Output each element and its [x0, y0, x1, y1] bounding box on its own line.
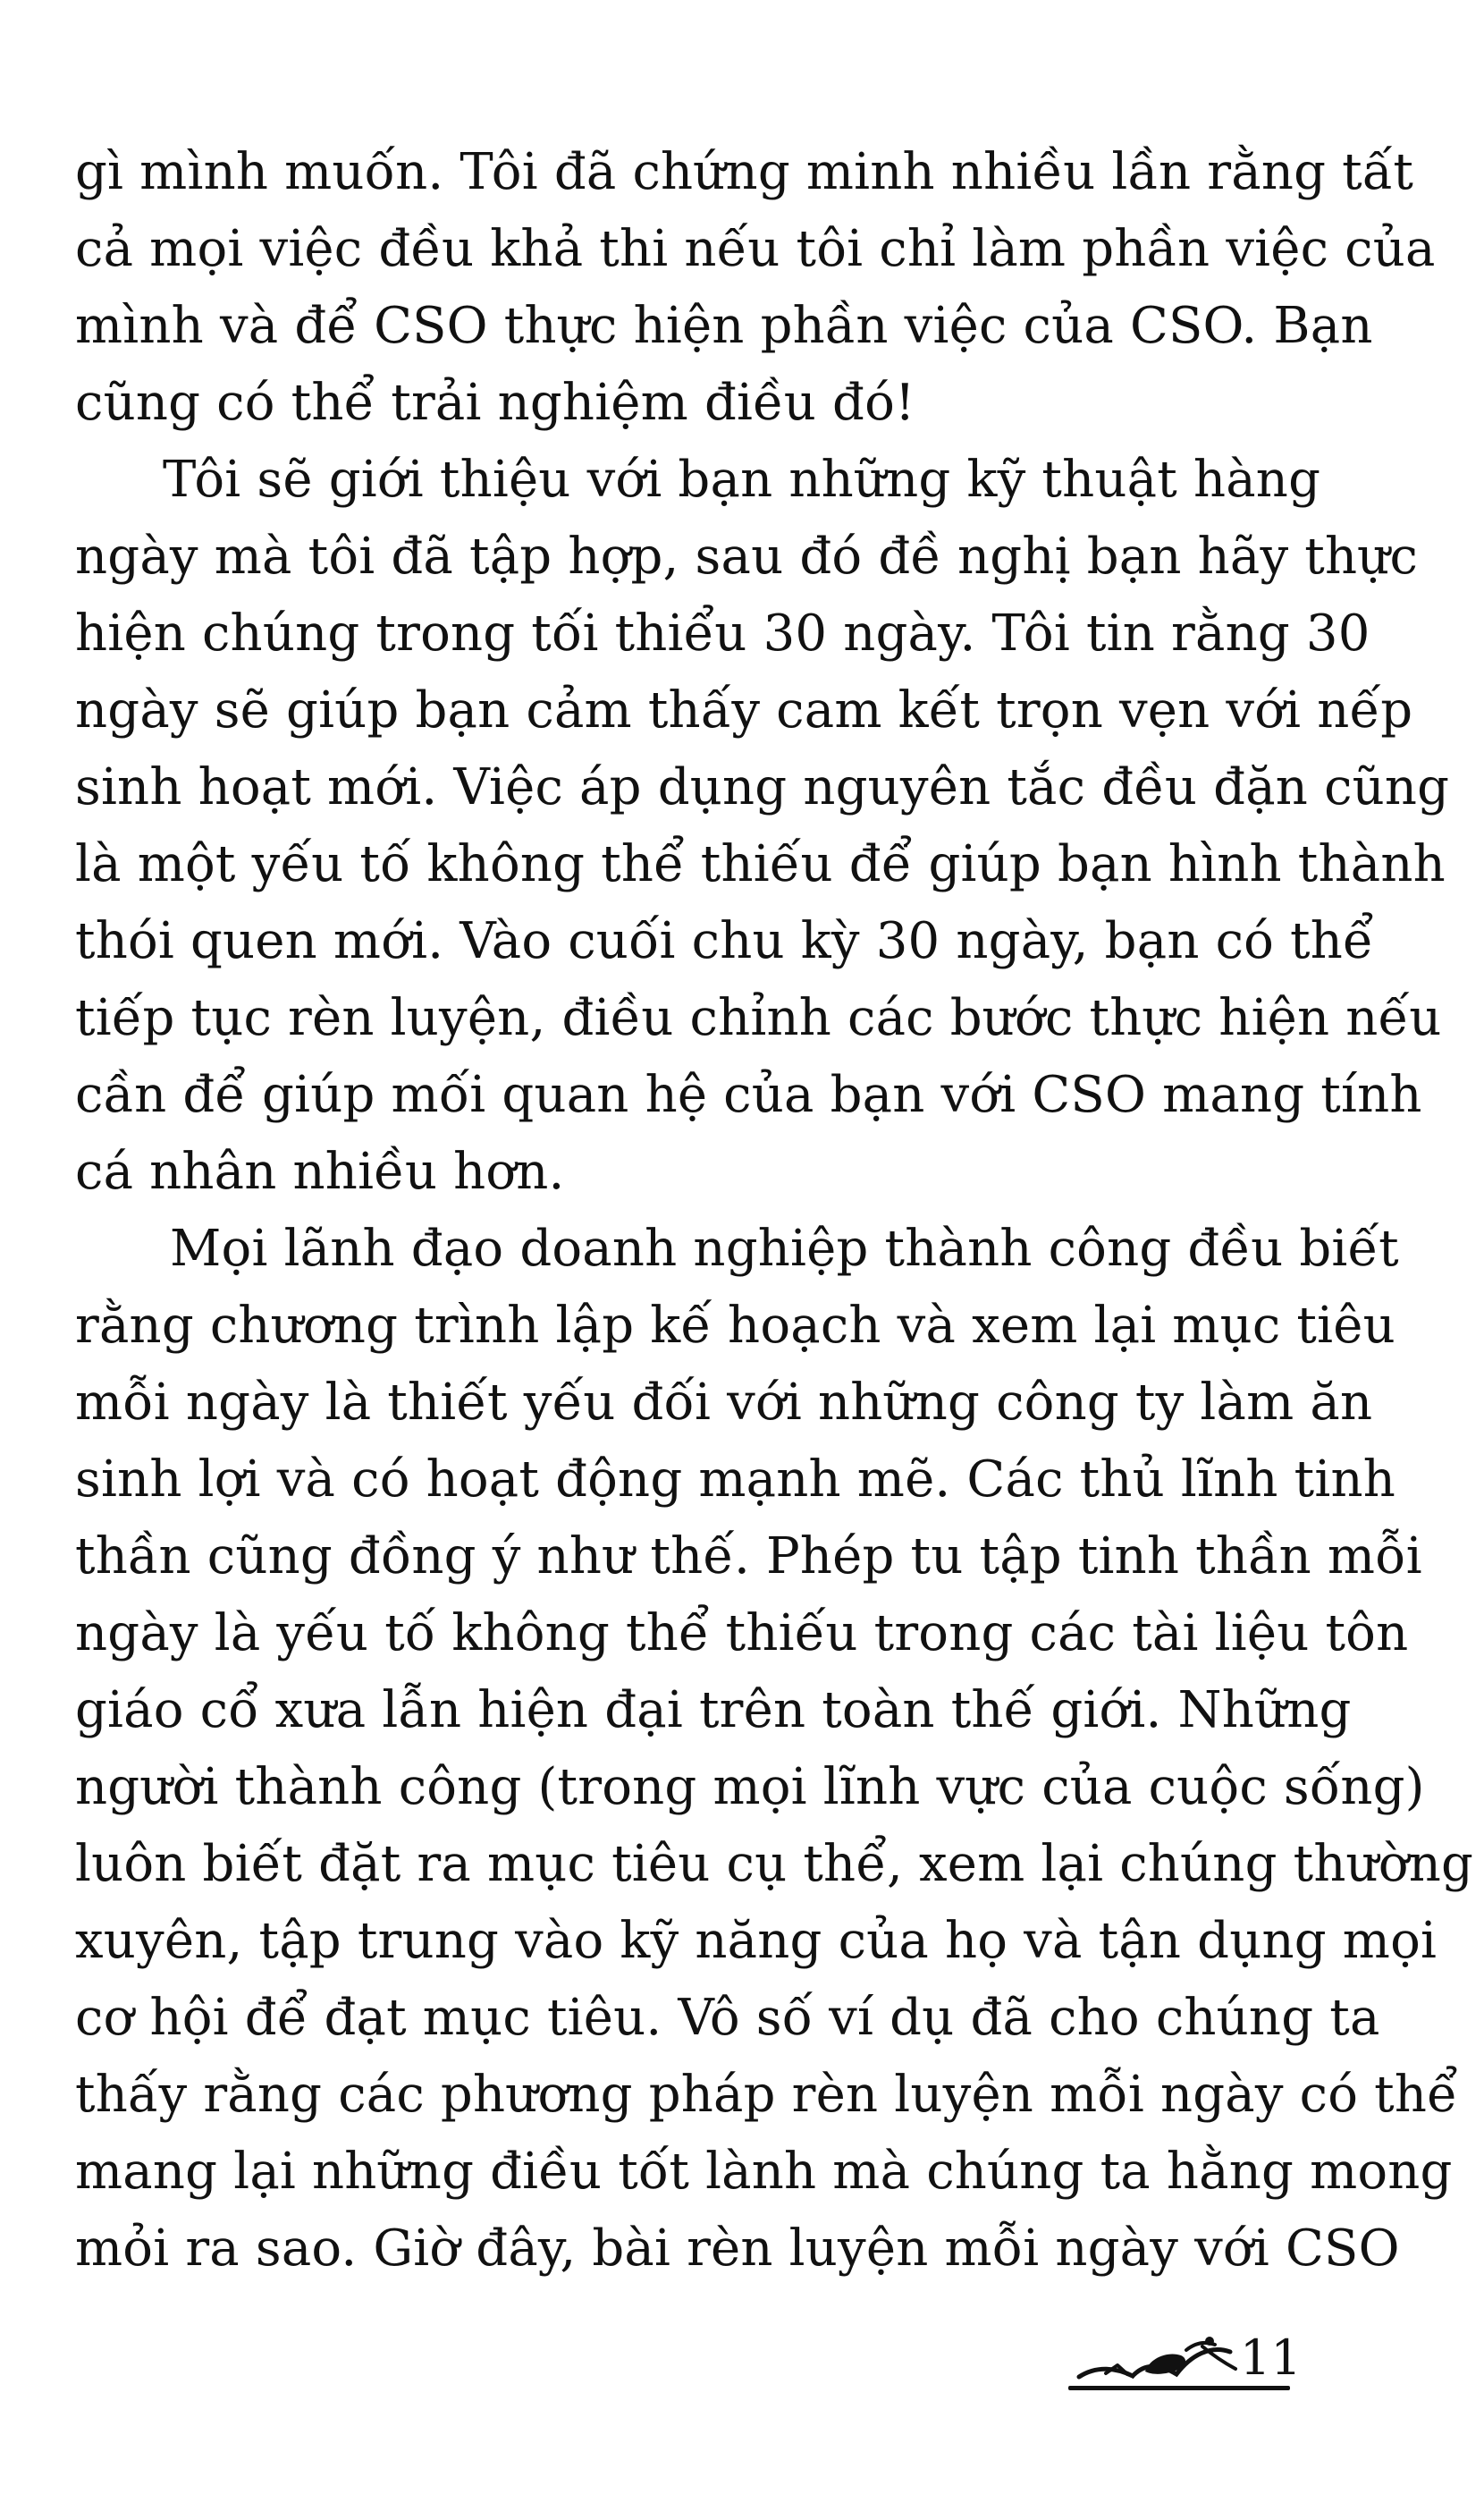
- text-line: mang lại những điều tốt lành mà chúng ta hằng mong: [75, 2143, 1453, 2201]
- text-line: sinh hoạt mới. Việc áp dụng nguyên tắc đều đặn cũng: [75, 758, 1450, 816]
- text-line: gì mình muốn. Tôi đã chứng minh nhiều lần rằng tất: [75, 143, 1414, 201]
- text-line: thần cũng đồng ý như thế. Phép tu tập tinh thần mỗi: [75, 1527, 1422, 1585]
- paragraph-start-line: Tôi sẽ giới thiệu với bạn những kỹ thuật hàng: [163, 451, 1321, 509]
- text-line: cá nhân nhiều hơn.: [75, 1143, 565, 1201]
- paragraph-start-line: Mọi lãnh đạo doanh nghiệp thành công đều biết: [170, 1220, 1399, 1278]
- text-line: ngày là yếu tố không thể thiếu trong các tài liệu tôn: [75, 1604, 1409, 1662]
- text-line: luôn biết đặt ra mục tiêu cụ thể, xem lại chúng thường: [75, 1835, 1474, 1893]
- footer-rule: [1068, 2386, 1290, 2390]
- text-line: ngày sẽ giúp bạn cảm thấy cam kết trọn vẹn với nếp: [75, 681, 1413, 740]
- text-line: hiện chúng trong tối thiểu 30 ngày. Tôi tin rằng 30: [75, 604, 1370, 663]
- text-line: thấy rằng các phương pháp rèn luyện mỗi ngày có thể: [75, 2066, 1458, 2124]
- text-line: giáo cổ xưa lẫn hiện đại trên toàn thế giới. Những: [75, 1681, 1352, 1739]
- page-number: 11: [1240, 2329, 1302, 2386]
- text-line: sinh lợi và có hoạt động mạnh mẽ. Các thủ lĩnh tinh: [75, 1450, 1395, 1509]
- text-line: xuyên, tập trung vào kỹ năng của họ và tận dụng mọi: [75, 1912, 1438, 1970]
- text-line: ngày mà tôi đã tập hợp, sau đó đề nghị bạn hãy thực: [75, 528, 1419, 586]
- text-line: người thành công (trong mọi lĩnh vực của cuộc sống): [75, 1758, 1425, 1816]
- text-line: mình và để CSO thực hiện phần việc của CSO. Bạn: [75, 297, 1373, 355]
- text-line: là một yếu tố không thể thiếu để giúp bạn hình thành: [75, 835, 1446, 893]
- text-line: cả mọi việc đều khả thi nếu tôi chỉ làm phần việc của: [75, 220, 1436, 278]
- text-line: cũng có thể trải nghiệm điều đó!: [75, 374, 915, 432]
- text-line: tiếp tục rèn luyện, điều chỉnh các bước thực hiện nếu: [75, 989, 1442, 1047]
- page-footer: [1068, 2325, 1305, 2405]
- text-line: rằng chương trình lập kế hoạch và xem lại mục tiêu: [75, 1297, 1395, 1355]
- text-line: mỏi ra sao. Giờ đây, bài rèn luyện mỗi ngày với CSO: [75, 2219, 1400, 2278]
- text-line: cần để giúp mối quan hệ của bạn với CSO mang tính: [75, 1066, 1422, 1124]
- body-text: [75, 134, 1474, 2287]
- text-line: cơ hội để đạt mục tiêu. Vô số ví dụ đã cho chúng ta: [75, 1989, 1380, 2047]
- text-line: thói quen mới. Vào cuối chu kỳ 30 ngày, bạn có thể: [75, 912, 1374, 970]
- text-line: mỗi ngày là thiết yếu đối với những công ty làm ăn: [75, 1374, 1373, 1432]
